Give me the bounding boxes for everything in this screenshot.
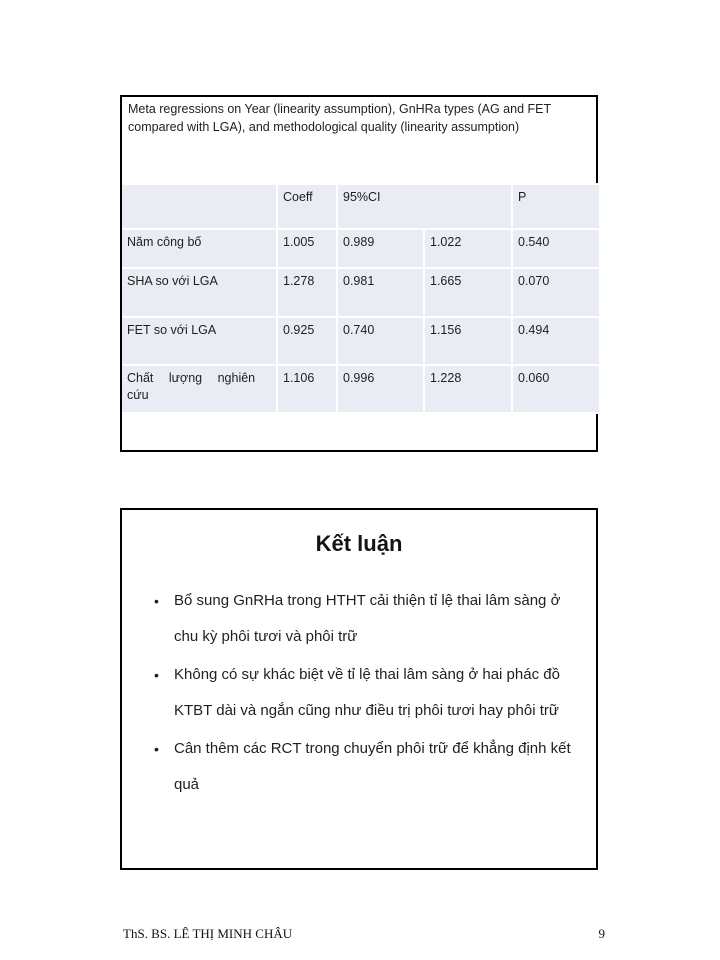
page-footer <box>123 926 605 942</box>
footer-author: ThS. BS. LÊ THỊ MINH CHÂU <box>123 926 293 941</box>
table-row <box>122 268 599 317</box>
bullet-icon: • <box>154 741 159 757</box>
slide-title: Kết luận <box>315 531 403 556</box>
cell-p: 0.060 <box>512 365 599 413</box>
col-header-p: P <box>512 184 599 229</box>
cell-label: Năm công bố <box>122 229 277 268</box>
cell-coeff: 1.278 <box>277 268 337 317</box>
meta-regression-table <box>122 183 599 414</box>
cell-ci-low: 0.981 <box>337 268 424 317</box>
slide-conclusion <box>120 508 598 870</box>
cell-ci-low: 0.989 <box>337 229 424 268</box>
slide-meta-regression <box>120 95 598 452</box>
cell-ci-high: 1.665 <box>424 268 512 317</box>
col-header-ci: 95%CI <box>337 184 512 229</box>
table-row <box>122 365 599 413</box>
table-row <box>122 317 599 365</box>
bullet-item <box>154 657 582 729</box>
cell-ci-low: 0.996 <box>337 365 424 413</box>
bullet-text: Bổ sung GnRHa trong HTHT cải thiện tỉ lệ thai lâm sàng ở chu kỳ phôi tươi và phôi trữ <box>174 592 561 645</box>
cell-p: 0.494 <box>512 317 599 365</box>
cell-ci-high: 1.156 <box>424 317 512 365</box>
cell-label: FET so với LGA <box>122 317 277 365</box>
col-header-empty <box>122 184 277 229</box>
cell-ci-low: 0.740 <box>337 317 424 365</box>
bullet-text: Cân thêm các RCT trong chuyển phôi trữ để khẳng định kết quả <box>174 740 571 793</box>
bullet-icon: • <box>154 593 159 609</box>
bullet-list <box>122 583 596 803</box>
cell-coeff: 0.925 <box>277 317 337 365</box>
page-number: 9 <box>598 926 605 941</box>
table-row <box>122 229 599 268</box>
cell-ci-high: 1.228 <box>424 365 512 413</box>
bullet-item <box>154 583 582 655</box>
table-header-row <box>122 184 599 229</box>
cell-coeff: 1.005 <box>277 229 337 268</box>
cell-p: 0.070 <box>512 268 599 317</box>
bullet-icon: • <box>154 667 159 683</box>
cell-label: Chất lượng nghiên cứu <box>122 365 277 413</box>
col-header-coeff: Coeff <box>277 184 337 229</box>
cell-label: SHA so với LGA <box>122 268 277 317</box>
cell-p: 0.540 <box>512 229 599 268</box>
cell-coeff: 1.106 <box>277 365 337 413</box>
table-caption: Meta regressions on Year (linearity assumption), GnHRa types (AG and FET compared with LGA), and methodological quality (linearity assumption) <box>128 102 551 135</box>
cell-ci-high: 1.022 <box>424 229 512 268</box>
bullet-item <box>154 731 582 803</box>
bullet-text: Không có sự khác biệt về tỉ lệ thai lâm sàng ở hai phác đồ KTBT dài và ngắn cũng như điều trị phôi tươi hay phôi trữ <box>174 666 560 719</box>
